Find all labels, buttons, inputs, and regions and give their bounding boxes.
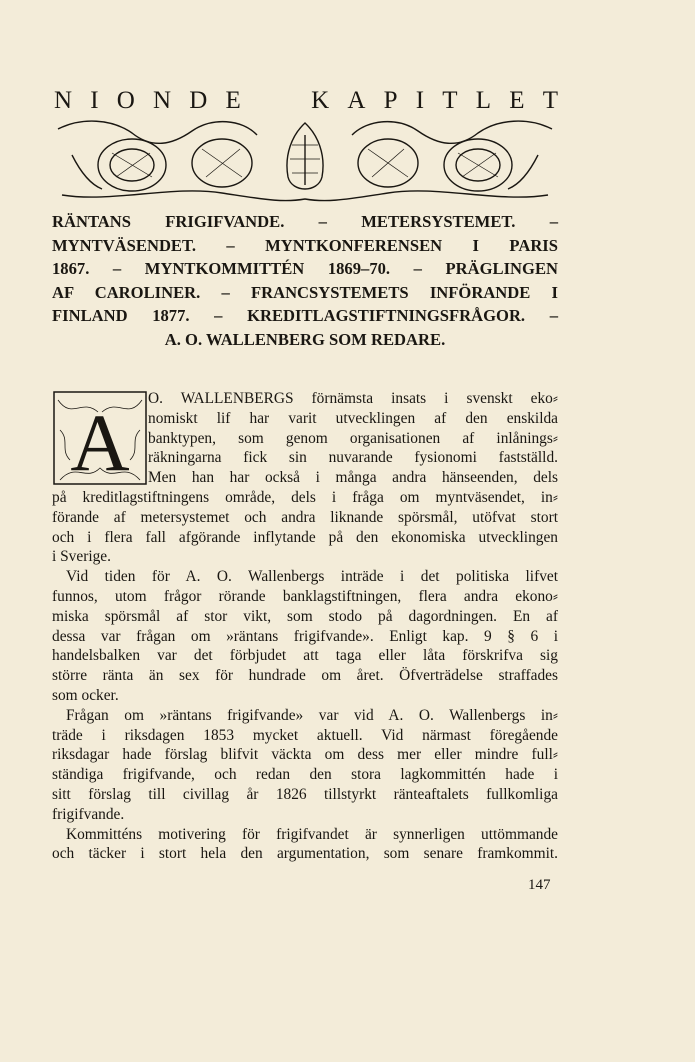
chapter-letter: P <box>383 87 398 114</box>
body-line: och täcker i stort hela den argumentation, som senare framkommit. <box>52 845 558 863</box>
body-line: funnos, utom frågor rörande banklagstiftningen, flera andra ekono⸗ <box>52 587 558 605</box>
chapter-letter: T <box>542 87 558 114</box>
chapter-letter: E <box>225 87 241 114</box>
summary-line: 1867. – MYNTKOMMITTÉN 1869–70. – PRÄGLINGEN <box>52 259 558 279</box>
summary-line: AF CAROLINER. – FRANCSYSTEMETS INFÖRANDE I <box>52 282 558 302</box>
body-line: dessa var frågan om »räntans frigifvande». Enligt kap. 9 § 6 i <box>52 627 558 645</box>
initial-letter: A <box>70 397 130 486</box>
body-text <box>52 389 558 864</box>
body-line: och i flera fall afgörande inflytande på den ekonomiska utvecklingen <box>52 528 558 546</box>
chapter-letter: N <box>54 87 73 114</box>
chapter-letter: I <box>90 87 99 114</box>
chapter-heading <box>54 86 558 116</box>
chapter-letter: E <box>509 87 525 114</box>
body-line: frigifvande. <box>52 805 125 823</box>
body-line: i Sverige. <box>52 548 111 566</box>
body-line: Men han har också i många andra hänseenden, dels <box>148 469 558 487</box>
decorative-headpiece <box>52 115 558 205</box>
body-line: nomiskt lif har varit utvecklingen af den enskilda <box>148 409 558 427</box>
body-line: träde i riksdagen 1853 mycket aktuell. Vid närmast föregående <box>52 726 558 744</box>
body-line: Vid tiden för A. O. Wallenbergs inträde i det politiska lifvet <box>66 568 558 586</box>
chapter-letter: L <box>475 87 492 114</box>
chapter-letter: K <box>311 87 330 114</box>
body-line: handelsbalken var det förbjudet att taga eller låta förskrifva sig <box>52 647 558 665</box>
summary-line: FINLAND 1877. – KREDITLAGSTIFTNINGSFRÅGOR. – <box>52 306 558 326</box>
body-line: Kommitténs motivering för frigifvandet är synnerligen uttömmande <box>66 825 558 843</box>
body-line: banktypen, som genom organisationen af inlånings⸗ <box>148 429 558 447</box>
body-line: på kreditlagstiftningens område, dels i fråga om myntväsendet, in⸗ <box>52 488 558 506</box>
chapter-letter: D <box>189 87 208 114</box>
body-line: riksdagar hade förslag blifvit väckta om dess mer eller mindre full⸗ <box>52 746 558 764</box>
body-line: som ocker. <box>52 686 119 704</box>
body-line: större ränta än sex för hundrade om året. Öfverträdelse straffades <box>52 667 558 685</box>
body-line: sitt förslag till civillag år 1826 tillstyrkt ränteaftalets fullkomliga <box>52 785 558 803</box>
summary-line: MYNTVÄSENDET. – MYNTKONFERENSEN I PARIS <box>52 235 558 255</box>
body-line: O. WALLENBERGS förnämsta insats i svenskt eko⸗ <box>148 390 558 407</box>
summary-line: A. O. WALLENBERG SOM REDARE. <box>164 329 446 349</box>
chapter-letter: N <box>153 87 172 114</box>
chapter-letter: I <box>415 87 425 114</box>
body-line: Frågan om »räntans frigifvande» var vid A. O. Wallenbergs in⸗ <box>66 706 558 724</box>
body-line: förande af metersystemet och andra liknande spörsmål, utöfvat stort <box>52 508 558 526</box>
body-line: miska spörsmål af stor vikt, som stodo på dagordningen. En af <box>52 607 558 625</box>
body-line: räkningarna fick sin nuvarande fysionomi fastställd. <box>148 449 558 467</box>
chapter-letter: T <box>442 87 458 114</box>
summary-line: RÄNTANS FRIGIFVANDE. – METERSYSTEMET. – <box>52 212 558 231</box>
page-number: 147 <box>528 877 551 893</box>
body-line: ständiga frigifvande, och redan den stora lagkommittén hade i <box>52 766 558 784</box>
chapter-word-gap <box>259 86 293 116</box>
chapter-letter: O <box>116 87 135 114</box>
chapter-letter: A <box>347 87 366 114</box>
chapter-summary <box>52 210 558 352</box>
